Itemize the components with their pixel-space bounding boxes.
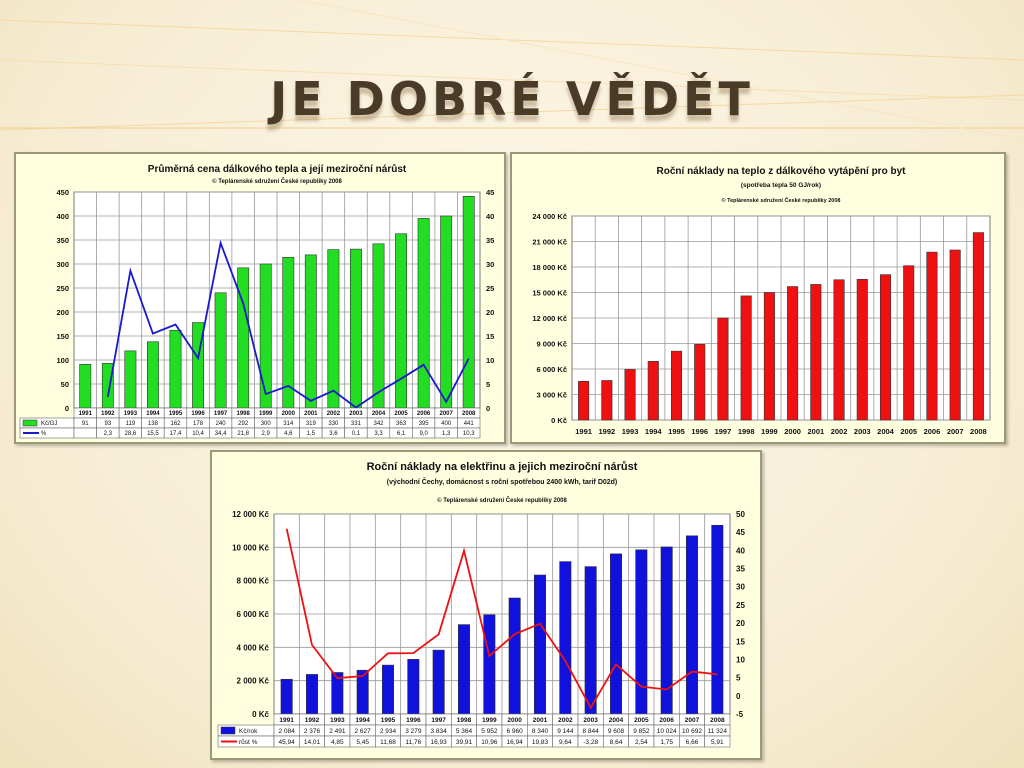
chart-heat-price-svg [16, 154, 504, 442]
y-tick-label: 12 000 Kč [532, 314, 567, 323]
x-tick-label: 1995 [168, 411, 183, 417]
legend-swatch-bar [23, 420, 37, 426]
bar [834, 280, 844, 420]
y-tick-label: 6 000 Kč [536, 365, 567, 374]
data-label: 342 [373, 421, 384, 427]
y-tick-label: 0 [64, 404, 69, 413]
y2-tick-label: 45 [486, 188, 495, 197]
bar [610, 554, 621, 714]
y-tick-label: 150 [56, 332, 69, 341]
bar [764, 293, 774, 421]
x-tick-label: 1992 [598, 427, 616, 436]
y2-tick-label: 40 [736, 546, 745, 556]
chart-subtitle: (spotřeba tepla 50 GJ/rok) [740, 182, 822, 189]
data-label: 395 [418, 421, 429, 427]
y2-tick-label: 5 [736, 673, 741, 683]
x-tick-label: 1994 [644, 427, 662, 436]
data-label: 5,45 [356, 739, 369, 746]
y2-tick-label: 15 [486, 332, 495, 341]
bar [602, 380, 612, 420]
x-tick-label: 1992 [101, 411, 115, 417]
y2-tick-label: 45 [736, 528, 745, 538]
bar [215, 293, 226, 408]
x-tick-label: 1996 [191, 411, 205, 417]
bar [534, 575, 545, 714]
bar [170, 330, 181, 408]
data-label: 1,5 [306, 431, 316, 437]
data-label: 5 364 [455, 728, 473, 735]
y2-tick-label: -5 [736, 710, 744, 719]
x-tick-label: 1997 [714, 427, 732, 436]
y-tick-label: 21 000 Kč [532, 237, 567, 247]
data-label: 292 [238, 421, 249, 427]
bar [484, 615, 495, 714]
data-label: 10 692 [682, 728, 702, 735]
x-tick-label: 1999 [482, 717, 497, 724]
x-tick-label: 2005 [634, 717, 649, 724]
bar [281, 679, 292, 714]
bar [927, 252, 937, 420]
data-label: 91 [81, 421, 89, 427]
data-label: 441 [463, 421, 474, 427]
data-label: 2 627 [354, 728, 371, 735]
bar [718, 318, 728, 420]
y2-tick-label: 35 [486, 236, 495, 245]
chart-title: Roční náklady na teplo z dálkového vytápění pro byt [656, 166, 906, 177]
y-tick-label: 2 000 Kč [236, 676, 269, 686]
data-label: 138 [147, 421, 158, 427]
data-label: 10,4 [192, 431, 204, 437]
data-label: 3 279 [405, 728, 422, 735]
x-tick-label: 2002 [326, 411, 341, 417]
data-label: 363 [396, 421, 407, 427]
y2-tick-label: 10 [486, 356, 495, 365]
x-tick-label: 2004 [608, 717, 624, 724]
x-tick-label: 2002 [830, 427, 848, 436]
y-tick-label: 18 000 Kč [532, 263, 567, 272]
y2-tick-label: 30 [486, 260, 495, 269]
chart-electricity-cost-svg [212, 452, 760, 758]
x-tick-label: 1994 [146, 411, 160, 417]
bar [973, 233, 983, 420]
bar [260, 264, 271, 408]
x-tick-label: 1996 [406, 717, 421, 724]
y-tick-label: 9 000 Kč [536, 339, 567, 349]
data-label: 2 934 [379, 728, 397, 735]
y-tick-label: 450 [56, 188, 69, 197]
y-tick-label: 50 [60, 380, 69, 389]
bar [903, 266, 913, 420]
slide-title: JE DOBRÉ VĚDĚT [270, 72, 754, 126]
x-tick-label: 2008 [462, 411, 476, 417]
data-label: 2,54 [635, 739, 648, 746]
bar [560, 562, 571, 714]
legend-swatch-bar [221, 727, 235, 734]
bar [509, 598, 520, 714]
x-tick-label: 1997 [213, 411, 228, 417]
x-tick-label: 1996 [691, 427, 709, 436]
bar [306, 674, 317, 714]
x-tick-label: 1991 [575, 427, 592, 436]
x-tick-label: 1997 [431, 717, 446, 724]
x-tick-label: 2006 [923, 427, 941, 436]
y2-tick-label: 20 [486, 308, 495, 317]
x-tick-label: 1995 [668, 427, 685, 436]
bar [80, 364, 91, 408]
x-tick-label: 2004 [371, 411, 386, 417]
bar [694, 344, 704, 420]
bar [305, 255, 316, 408]
data-label: 2,3 [103, 431, 113, 437]
y2-tick-label: 15 [736, 637, 745, 647]
data-label: 6 960 [506, 728, 523, 735]
y-tick-label: 350 [56, 236, 69, 245]
y-tick-label: 0 Kč [252, 710, 269, 719]
y-tick-label: 12 000 Kč [232, 510, 269, 519]
y-tick-label: 3 000 Kč [536, 390, 567, 400]
x-tick-label: 1995 [380, 717, 396, 724]
x-tick-label: 2003 [853, 427, 871, 436]
x-tick-label: 2005 [394, 411, 408, 417]
data-label: 162 [170, 421, 181, 427]
data-label: 2,9 [261, 431, 270, 437]
data-label: 34,4 [214, 431, 227, 437]
data-label: 331 [350, 421, 361, 427]
legend-label: Kč/GJ [41, 421, 58, 427]
y2-tick-label: 30 [736, 582, 745, 592]
data-label: 2 084 [278, 728, 295, 735]
x-tick-label: 1993 [621, 427, 639, 436]
x-tick-label: 2007 [946, 427, 964, 436]
bar [350, 249, 361, 408]
x-tick-label: 2005 [900, 427, 918, 436]
data-label: 28,6 [124, 431, 137, 437]
x-tick-label: 2001 [807, 427, 825, 436]
x-tick-label: 2000 [281, 411, 295, 417]
data-label: -3,28 [583, 739, 599, 746]
data-label: 6,1 [396, 431, 406, 437]
data-label: 17,4 [169, 431, 182, 437]
data-label: 3,3 [374, 431, 383, 437]
x-tick-label: 2008 [970, 427, 987, 436]
data-label: 11,76 [405, 739, 422, 746]
y-tick-label: 250 [56, 284, 69, 293]
x-tick-label: 2003 [583, 717, 598, 724]
data-label: 1,3 [441, 431, 451, 437]
data-label: 9,0 [419, 431, 428, 437]
data-label: 1,75 [660, 739, 673, 746]
x-tick-label: 2006 [659, 717, 674, 724]
bar [857, 279, 867, 420]
y-tick-label: 6 000 Kč [236, 610, 269, 619]
x-tick-label: 2002 [558, 717, 573, 724]
data-label: 9 852 [633, 728, 650, 735]
bar [433, 650, 444, 714]
data-label: 19,83 [531, 739, 549, 746]
bar [741, 296, 751, 420]
x-tick-label: 1991 [78, 411, 92, 417]
legend-label: růst % [239, 739, 258, 746]
chart-heat-price [14, 152, 506, 444]
data-label: 5,91 [711, 739, 724, 746]
x-tick-label: 1992 [304, 717, 320, 724]
x-tick-label: 2008 [710, 717, 725, 724]
data-label: 39,91 [455, 739, 473, 746]
data-label: 319 [305, 421, 316, 427]
x-tick-label: 1998 [236, 411, 250, 417]
chart-subtitle: (východní Čechy, domácnost s roční spotřebou 2400 kWh, tarif D02d) [386, 479, 618, 486]
data-label: 11,68 [380, 739, 396, 746]
data-label: 93 [104, 421, 112, 427]
x-tick-label: 2001 [304, 411, 318, 417]
x-tick-label: 2007 [439, 411, 453, 417]
bar [328, 250, 339, 408]
y-tick-label: 4 000 Kč [236, 643, 269, 653]
data-label: 15,5 [147, 431, 159, 437]
x-tick-label: 2000 [784, 427, 801, 436]
bar [686, 536, 697, 714]
y-tick-label: 8 000 Kč [236, 576, 269, 586]
bar [880, 275, 890, 420]
x-tick-label: 1999 [259, 411, 273, 417]
bar [636, 550, 647, 714]
data-label: 2 376 [303, 728, 321, 735]
data-label: 3,6 [329, 431, 338, 437]
chart-note: © Teplárenské sdružení České republiky 2008 [721, 198, 841, 204]
data-label: 11 324 [707, 728, 728, 735]
data-label: 119 [125, 421, 136, 427]
data-label: 178 [193, 421, 204, 427]
chart-title: Roční náklady na elektřinu a jejich meziroční nárůst [366, 461, 638, 473]
bar [811, 284, 821, 420]
x-tick-label: 1998 [456, 717, 472, 724]
x-tick-label: 1993 [123, 411, 138, 417]
y-tick-label: 24 000 Kč [532, 212, 567, 221]
data-label: 16,93 [430, 739, 447, 746]
chart-note: © Teplárenské sdružení České republiky 2008 [437, 498, 567, 504]
bar [441, 216, 452, 408]
bar [712, 525, 723, 714]
data-label: 10,96 [481, 739, 498, 746]
x-tick-label: 2000 [507, 717, 522, 724]
bar [382, 665, 393, 714]
data-label: 9 608 [607, 728, 625, 735]
x-tick-label: 2004 [877, 427, 894, 436]
data-label: 14,01 [303, 739, 321, 746]
data-label: 4,6 [284, 431, 293, 437]
y2-tick-label: 0 [486, 404, 491, 413]
x-tick-label: 1994 [355, 717, 370, 724]
y-tick-label: 10 000 Kč [232, 543, 269, 553]
data-label: 330 [328, 421, 339, 427]
data-label: 0,1 [351, 431, 361, 437]
y2-tick-label: 20 [736, 619, 745, 629]
data-label: 6,66 [685, 739, 699, 746]
bar [125, 351, 136, 408]
y-tick-label: 100 [56, 356, 69, 365]
chart-title: Průměrná cena dálkového tepla a její meziroční nárůst [147, 164, 407, 175]
x-tick-label: 1991 [279, 717, 294, 724]
bar [458, 625, 469, 714]
bar [671, 351, 681, 420]
y-tick-label: 200 [56, 308, 69, 317]
y2-tick-label: 10 [736, 655, 745, 665]
x-tick-label: 2006 [416, 411, 431, 417]
y2-tick-label: 0 [736, 691, 741, 701]
y2-tick-label: 40 [486, 212, 495, 221]
x-tick-label: 2003 [349, 411, 363, 417]
chart-heat-annual-cost-svg [512, 154, 1004, 442]
bar [648, 361, 658, 420]
data-label: 3 834 [430, 728, 447, 735]
x-tick-label: 2001 [532, 717, 548, 724]
x-tick-label: 1998 [737, 427, 755, 436]
legend-label: % [41, 431, 47, 437]
bar [418, 218, 429, 408]
x-tick-label: 1999 [761, 427, 778, 436]
data-label: 314 [283, 421, 294, 427]
bar [787, 287, 797, 420]
y-tick-label: 0 Kč [551, 416, 567, 425]
legend-label: Kč/rok [239, 728, 258, 735]
x-tick-label: 1993 [330, 717, 345, 724]
bar [950, 250, 960, 420]
data-label: 10 024 [656, 728, 677, 735]
y-tick-label: 300 [56, 260, 69, 269]
bar [147, 342, 158, 408]
y2-tick-label: 25 [486, 284, 495, 293]
bar [585, 567, 596, 714]
bar [238, 268, 249, 408]
data-label: 5 952 [481, 728, 498, 735]
y2-tick-label: 5 [486, 380, 491, 389]
data-label: 4,85 [331, 739, 344, 746]
data-label: 8 340 [531, 728, 549, 735]
bar [578, 381, 588, 420]
chart-heat-annual-cost [510, 152, 1006, 444]
data-label: 9 144 [557, 728, 574, 735]
y-tick-label: 400 [56, 212, 69, 221]
data-label: 16,94 [506, 739, 523, 746]
data-label: 400 [441, 421, 452, 427]
table-cell [74, 428, 97, 438]
data-label: 21,8 [237, 431, 250, 437]
data-label: 240 [215, 421, 226, 427]
x-tick-label: 2007 [684, 717, 700, 724]
data-label: 8 844 [582, 728, 599, 735]
bar [463, 196, 474, 408]
data-label: 300 [260, 421, 271, 427]
data-label: 2 491 [329, 728, 346, 735]
data-label: 9,64 [559, 739, 572, 746]
bar [408, 659, 419, 714]
chart-subtitle: © Teplárenské sdružení České republiky 2008 [212, 179, 342, 185]
y2-tick-label: 25 [736, 600, 745, 610]
bar [373, 244, 384, 408]
y2-tick-label: 50 [736, 510, 745, 519]
data-label: 45,94 [278, 739, 295, 746]
y2-tick-label: 35 [736, 564, 745, 574]
data-label: 10,3 [462, 431, 475, 437]
y-tick-label: 15 000 Kč [532, 288, 567, 298]
data-label: 8,64 [609, 739, 623, 746]
chart-electricity-cost [210, 450, 762, 760]
bar [625, 369, 635, 420]
